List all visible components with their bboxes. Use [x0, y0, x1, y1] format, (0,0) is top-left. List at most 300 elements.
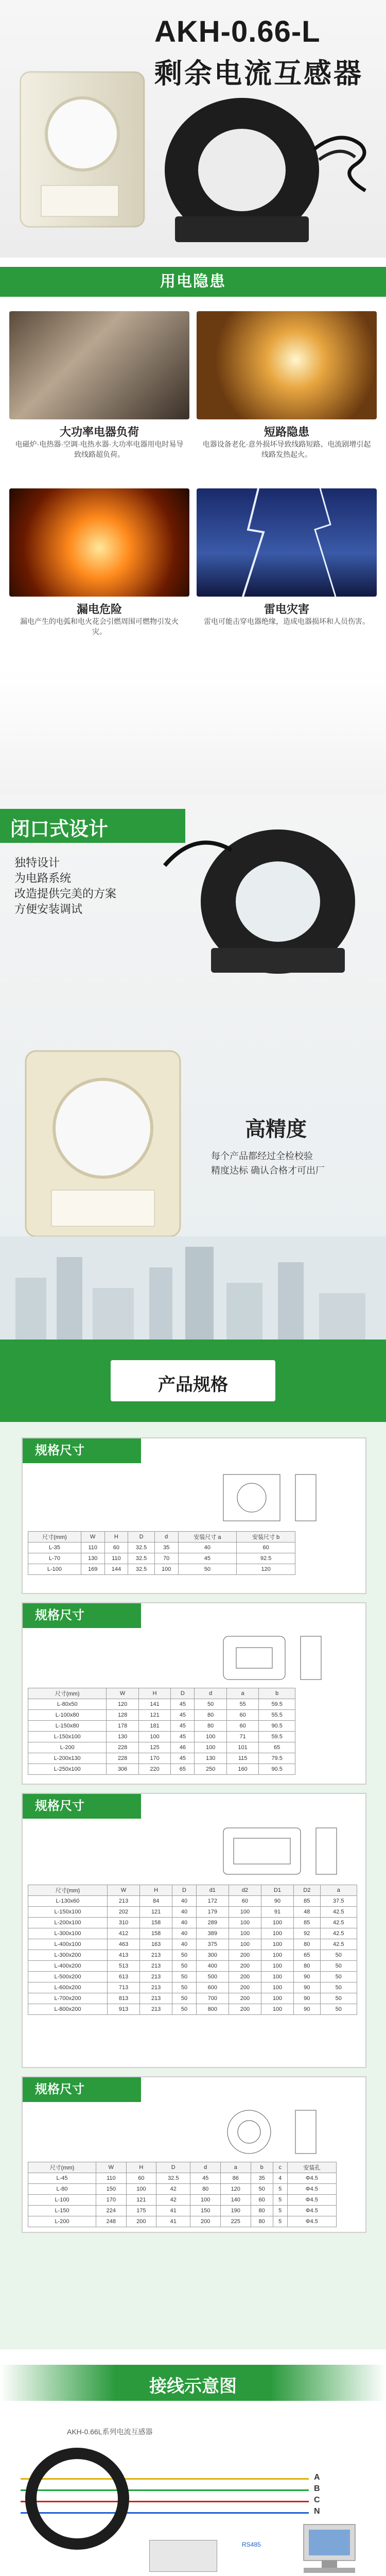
th: d [190, 2162, 221, 2173]
cell: 60 [251, 2195, 273, 2206]
table-row [28, 2195, 337, 2206]
cell: 42 [156, 2195, 190, 2206]
cell: 5 [273, 2216, 287, 2227]
spec-table-label-3: 规格尺寸 [23, 1794, 141, 1819]
cell: 45 [171, 1732, 195, 1742]
cell: 50 [178, 1564, 237, 1575]
ct-drawing-2 [218, 1632, 357, 1684]
cell: 213 [140, 1950, 172, 1961]
cell: 120 [107, 1699, 138, 1710]
cell: 60 [126, 2173, 156, 2184]
cell: 40 [172, 1907, 197, 1918]
hazard-desc-1: 电磁炉·电热器·空调·电热水器·大功率电器用电时易导致线路超负荷。 [15, 440, 184, 459]
hero-section [0, 0, 386, 258]
cell: 79.5 [259, 1753, 295, 1764]
hazard-desc-2: 电器设备老化·意外损坏导致线路短路、电流剧增引起线路发热起火。 [202, 440, 371, 459]
precision-desc-2: 精度达标 确认合格才可出厂 [211, 1165, 325, 1176]
cell: L-200 [28, 2216, 96, 2227]
cell: 32.5 [128, 1564, 155, 1575]
cell: 41 [156, 2206, 190, 2216]
cell: 90.5 [259, 1721, 295, 1732]
cell: 50 [172, 1961, 197, 1972]
cell: 5 [273, 2184, 287, 2195]
cell: L-130x60 [28, 1896, 108, 1907]
th: D [171, 1688, 195, 1699]
cell: 158 [140, 1928, 172, 1939]
cell: 213 [140, 1972, 172, 1982]
cell: 50 [172, 1993, 197, 2004]
cell: 50 [172, 1982, 197, 1993]
table-row [28, 1553, 295, 1564]
cell: 110 [104, 1553, 128, 1564]
cell: 50 [320, 1972, 357, 1982]
table-row [28, 2004, 357, 2015]
spec-table-2 [28, 1688, 295, 1775]
th: c [273, 2162, 287, 2173]
cell: L-200 [28, 1742, 107, 1753]
th: d [154, 1532, 178, 1543]
cell: 55.5 [259, 1710, 295, 1721]
cell: 120 [237, 1564, 295, 1575]
cell: 40 [178, 1543, 237, 1553]
cell: 45 [178, 1553, 237, 1564]
cell: 200 [229, 1993, 261, 2004]
bus-label: RS485 [242, 2541, 261, 2548]
cell: 80 [195, 1710, 226, 1721]
cell: Φ4.5 [287, 2184, 336, 2195]
cell: 200 [229, 2004, 261, 2015]
cell: 90 [294, 1972, 320, 1982]
cell: 228 [107, 1742, 138, 1753]
cell: 85 [294, 1896, 320, 1907]
table-row [28, 1543, 295, 1553]
table-row [28, 1950, 357, 1961]
cell: 5 [273, 2206, 287, 2216]
wiring-caption: AKH-0.66L系列电流互感器 [67, 2428, 153, 2436]
cell: 42.5 [320, 1907, 357, 1918]
cell: 55 [226, 1699, 258, 1710]
cell: 50 [172, 2004, 197, 2015]
cell: 412 [107, 1928, 139, 1939]
cell: 200 [229, 1982, 261, 1993]
cell: 300 [196, 1950, 229, 1961]
cell: 110 [81, 1543, 104, 1553]
th: D1 [261, 1885, 293, 1896]
ct-ring-upper [21, 2447, 134, 2550]
table-row [28, 1764, 295, 1775]
cell: 213 [140, 1982, 172, 1993]
spec-table-card-2 [22, 1602, 366, 1785]
cell: 100 [261, 1928, 293, 1939]
cell: 90 [261, 1896, 293, 1907]
cell: 163 [140, 1939, 172, 1950]
cell: 289 [196, 1918, 229, 1928]
th: b [251, 2162, 273, 2173]
cell: 100 [261, 1972, 293, 1982]
hazard-name-2: 短路隐患 [264, 426, 309, 438]
short-circuit-photo [197, 311, 377, 419]
cell: 121 [140, 1907, 172, 1918]
cell: 813 [107, 1993, 139, 2004]
cell: 50 [172, 1972, 197, 1982]
cell: 121 [126, 2195, 156, 2206]
cell: 59.5 [259, 1732, 295, 1742]
table-row [28, 1732, 295, 1742]
cell: 130 [195, 1753, 226, 1764]
cell: 100 [261, 2004, 293, 2015]
cell: 115 [226, 1753, 258, 1764]
cell: 228 [107, 1753, 138, 1764]
cell: 181 [138, 1721, 170, 1732]
cell: L-100 [28, 1564, 81, 1575]
cell: 225 [220, 2216, 251, 2227]
th: D [172, 1885, 197, 1896]
table-row [28, 1918, 357, 1928]
lightning-bolt-icon [197, 488, 377, 597]
cell: 513 [107, 1961, 139, 1972]
cell: 45 [171, 1721, 195, 1732]
cell: L-150x80 [28, 1721, 107, 1732]
feature-2: 为电路系统 [14, 872, 72, 885]
cell: 101 [226, 1742, 258, 1753]
cell: 65 [294, 1950, 320, 1961]
th: 尺寸(mm) [28, 1532, 81, 1543]
product-name-subtitle: 剩余电流互感器 [154, 58, 363, 89]
th: H [140, 1885, 172, 1896]
th: H [138, 1688, 170, 1699]
cell: 220 [138, 1764, 170, 1775]
cell: 80 [251, 2216, 273, 2227]
cell: 100 [261, 1918, 293, 1928]
cell: 125 [138, 1742, 170, 1753]
spec-table-1 [28, 1531, 295, 1575]
cell: 100 [195, 1742, 226, 1753]
table-row [28, 1721, 295, 1732]
th: W [107, 1885, 139, 1896]
cell: 45 [171, 1710, 195, 1721]
cell: 100 [261, 1982, 293, 1993]
cell: 700 [196, 1993, 229, 2004]
table-row [28, 1896, 357, 1907]
beige-ct-product-image [5, 1020, 221, 1257]
cell: 160 [226, 1764, 258, 1775]
cell: 100 [138, 1732, 170, 1742]
th: 安装孔 [287, 2162, 336, 2173]
cell: 213 [107, 1896, 139, 1907]
phase-label-b: B [314, 2484, 320, 2493]
hazard-name-3: 漏电危险 [76, 603, 122, 616]
cell: 4 [273, 2173, 287, 2184]
th: 尺寸(mm) [28, 1688, 107, 1699]
spec-table-card-4 [22, 2076, 366, 2233]
cell: L-400x200 [28, 1961, 108, 1972]
table-row [28, 1961, 357, 1972]
cell: 375 [196, 1939, 229, 1950]
cell: 306 [107, 1764, 138, 1775]
cell: 85 [294, 1918, 320, 1928]
design-section [0, 793, 386, 1340]
phase-label-a: A [314, 2473, 320, 2482]
cell: 100 [229, 1939, 261, 1950]
cell: 35 [154, 1543, 178, 1553]
feature-4: 方便安装调试 [14, 903, 83, 916]
cell: 169 [81, 1564, 104, 1575]
spec-table-3 [28, 1885, 357, 2015]
cell: 200 [126, 2216, 156, 2227]
cell: 400 [196, 1961, 229, 1972]
table-row [28, 2173, 337, 2184]
hazards-footer-band [0, 670, 386, 793]
cell: 65 [259, 1742, 295, 1753]
cell: 37.5 [320, 1896, 357, 1907]
cell: 128 [107, 1710, 138, 1721]
th: 尺寸(mm) [28, 2162, 96, 2173]
th: d2 [229, 1885, 261, 1896]
spec-table-label-4: 规格尺寸 [23, 2077, 141, 2102]
th: b [259, 1688, 295, 1699]
hazard-desc-4: 雷电可能击穿电器绝缘，造成电器损坏和人员伤害。 [204, 617, 370, 625]
cell: 200 [190, 2216, 221, 2227]
cell: 5 [273, 2195, 287, 2206]
cell: L-800x200 [28, 2004, 108, 2015]
cell: 48 [294, 1907, 320, 1918]
cell: 172 [196, 1896, 229, 1907]
cell: 100 [229, 1928, 261, 1939]
th: d [195, 1688, 226, 1699]
th: W [81, 1532, 104, 1543]
cell: L-200x100 [28, 1918, 108, 1928]
cell: 213 [140, 1993, 172, 2004]
specs-section-title: 产品规格 [158, 1375, 228, 1395]
cell: 170 [96, 2195, 127, 2206]
cell: 60 [226, 1710, 258, 1721]
table-row [28, 1710, 295, 1721]
cell: 500 [196, 1972, 229, 1982]
precision-title: 高精度 [245, 1118, 307, 1141]
cell: 50 [320, 1950, 357, 1961]
cell: 389 [196, 1928, 229, 1939]
cell: 150 [96, 2184, 127, 2195]
table-row [28, 2184, 337, 2195]
feature-1: 独特设计 [14, 856, 60, 869]
cell: 913 [107, 2004, 139, 2015]
cell: 50 [320, 1993, 357, 2004]
th: H [104, 1532, 128, 1543]
cell: 90.5 [259, 1764, 295, 1775]
specs-section [0, 1340, 386, 2349]
cell: 100 [261, 1961, 293, 1972]
cell: 60 [229, 1896, 261, 1907]
table-row [28, 1907, 357, 1918]
cell: 45 [171, 1699, 195, 1710]
cell: 713 [107, 1982, 139, 1993]
cell: Φ4.5 [287, 2173, 336, 2184]
th: d1 [196, 1885, 229, 1896]
cell: 179 [196, 1907, 229, 1918]
cell: 140 [220, 2195, 251, 2206]
cell: 50 [320, 2004, 357, 2015]
cell: 100 [190, 2195, 221, 2206]
hazard-desc-3: 漏电产生的电弧和电火花会引燃周围可燃物引发火灾。 [20, 617, 179, 636]
th: 安装尺寸 b [237, 1532, 295, 1543]
cell: 32.5 [128, 1543, 155, 1553]
cell: 144 [104, 1564, 128, 1575]
phase-label-c: C [314, 2496, 320, 2504]
cell: 100 [229, 1918, 261, 1928]
cell: L-300x100 [28, 1928, 108, 1939]
hazards-section [0, 258, 386, 793]
cell: 600 [196, 1982, 229, 1993]
cell: 32.5 [156, 2173, 190, 2184]
cell: L-150x100 [28, 1907, 108, 1918]
th: D2 [294, 1885, 320, 1896]
cell: 60 [226, 1721, 258, 1732]
cell: L-70 [28, 1553, 81, 1564]
cell: 90 [294, 1982, 320, 1993]
th: a [220, 2162, 251, 2173]
cell: 250 [195, 1764, 226, 1775]
th: a [320, 1885, 357, 1896]
cell: L-45 [28, 2173, 96, 2184]
hazard-name-1: 大功率电器负荷 [59, 426, 139, 438]
th: W [107, 1688, 138, 1699]
cell: 60 [237, 1543, 295, 1553]
cell: 100 [154, 1564, 178, 1575]
cell: 50 [195, 1699, 226, 1710]
table-row [28, 1939, 357, 1950]
cell: L-150 [28, 2206, 96, 2216]
th: D [128, 1532, 155, 1543]
ct-drawing-4 [218, 2106, 357, 2158]
cell: 90 [294, 1993, 320, 2004]
cell: 413 [107, 1950, 139, 1961]
cell: 40 [172, 1896, 197, 1907]
cell: 200 [229, 1961, 261, 1972]
cell: L-80 [28, 2184, 96, 2195]
lightning-photo [197, 488, 377, 597]
cell: 50 [172, 1950, 197, 1961]
feature-3: 改造提供完美的方案 [14, 887, 117, 900]
cell: L-100x80 [28, 1710, 107, 1721]
cell: 41 [156, 2216, 190, 2227]
leakage-fire-photo [9, 488, 189, 597]
cell: 46 [171, 1742, 195, 1753]
cell: 80 [294, 1961, 320, 1972]
cell: 213 [140, 1961, 172, 1972]
cell: L-80x50 [28, 1699, 107, 1710]
cell: 200 [229, 1972, 261, 1982]
cell: L-600x200 [28, 1982, 108, 1993]
cell: 613 [107, 1972, 139, 1982]
cell: 110 [96, 2173, 127, 2184]
cell: 224 [96, 2206, 127, 2216]
cell: 190 [220, 2206, 251, 2216]
th: D [156, 2162, 190, 2173]
cell: 100 [261, 1993, 293, 2004]
cell: 90 [294, 2004, 320, 2015]
cell: 86 [220, 2173, 251, 2184]
th: 安装尺寸 a [178, 1532, 237, 1543]
overload-photo [9, 311, 189, 419]
cell: 130 [107, 1732, 138, 1742]
cell: 80 [251, 2206, 273, 2216]
wiring-section [0, 2349, 386, 2576]
cell: L-700x200 [28, 1993, 108, 2004]
cell: Φ4.5 [287, 2216, 336, 2227]
cell: 175 [126, 2206, 156, 2216]
cell: 65 [171, 1764, 195, 1775]
spec-table-4 [28, 2162, 337, 2227]
spec-table-label-2: 规格尺寸 [23, 1603, 141, 1628]
design-title: 闭口式设计 [10, 819, 109, 840]
table-row [28, 2216, 337, 2227]
cell: 80 [294, 1939, 320, 1950]
table-row [28, 1982, 357, 1993]
spec-table-label-1: 规格尺寸 [23, 1438, 141, 1463]
product-model-title: AKH-0.66-L [154, 15, 321, 48]
cell: 60 [104, 1543, 128, 1553]
cell: 121 [138, 1710, 170, 1721]
cell: 80 [190, 2184, 221, 2195]
cell: 202 [107, 1907, 139, 1918]
table-row [28, 1699, 295, 1710]
spec-table-card-3 [22, 1793, 366, 2068]
table-row [28, 1753, 295, 1764]
cell: 42.5 [320, 1918, 357, 1928]
cell: 178 [107, 1721, 138, 1732]
cell: 141 [138, 1699, 170, 1710]
cell: Φ4.5 [287, 2195, 336, 2206]
cell: L-300x200 [28, 1950, 108, 1961]
table-row [28, 1564, 295, 1575]
cell: 45 [171, 1753, 195, 1764]
cell: 100 [261, 1950, 293, 1961]
th: 尺寸(mm) [28, 1885, 108, 1896]
cell: 100 [229, 1907, 261, 1918]
cell: 200 [229, 1950, 261, 1961]
cell: 310 [107, 1918, 139, 1928]
computer-icon [293, 2519, 371, 2576]
table-row [28, 1742, 295, 1753]
cell: 150 [190, 2206, 221, 2216]
cell: L-400x100 [28, 1939, 108, 1950]
hazards-section-title: 用电隐患 [160, 273, 226, 290]
cell: L-150x100 [28, 1732, 107, 1742]
cell: 170 [138, 1753, 170, 1764]
cell: 70 [154, 1553, 178, 1564]
cell: Φ4.5 [287, 2206, 336, 2216]
cell: 100 [126, 2184, 156, 2195]
ct-drawing-3 [218, 1823, 357, 1879]
cell: L-500x200 [28, 1972, 108, 1982]
cell: 71 [226, 1732, 258, 1742]
cell: 92 [294, 1928, 320, 1939]
cell: 213 [140, 2004, 172, 2015]
cell: 40 [172, 1918, 197, 1928]
cell: L-250x100 [28, 1764, 107, 1775]
cell: 100 [261, 1939, 293, 1950]
spec-table-card-1 [22, 1437, 366, 1594]
cell: 158 [140, 1918, 172, 1928]
cell: 248 [96, 2216, 127, 2227]
cell: 59.5 [259, 1699, 295, 1710]
cell: 84 [140, 1896, 172, 1907]
table-row [28, 1972, 357, 1982]
cell: 50 [320, 1982, 357, 1993]
product-image-black-ct [129, 88, 376, 252]
cell: 50 [320, 1961, 357, 1972]
table-row [28, 2206, 337, 2216]
